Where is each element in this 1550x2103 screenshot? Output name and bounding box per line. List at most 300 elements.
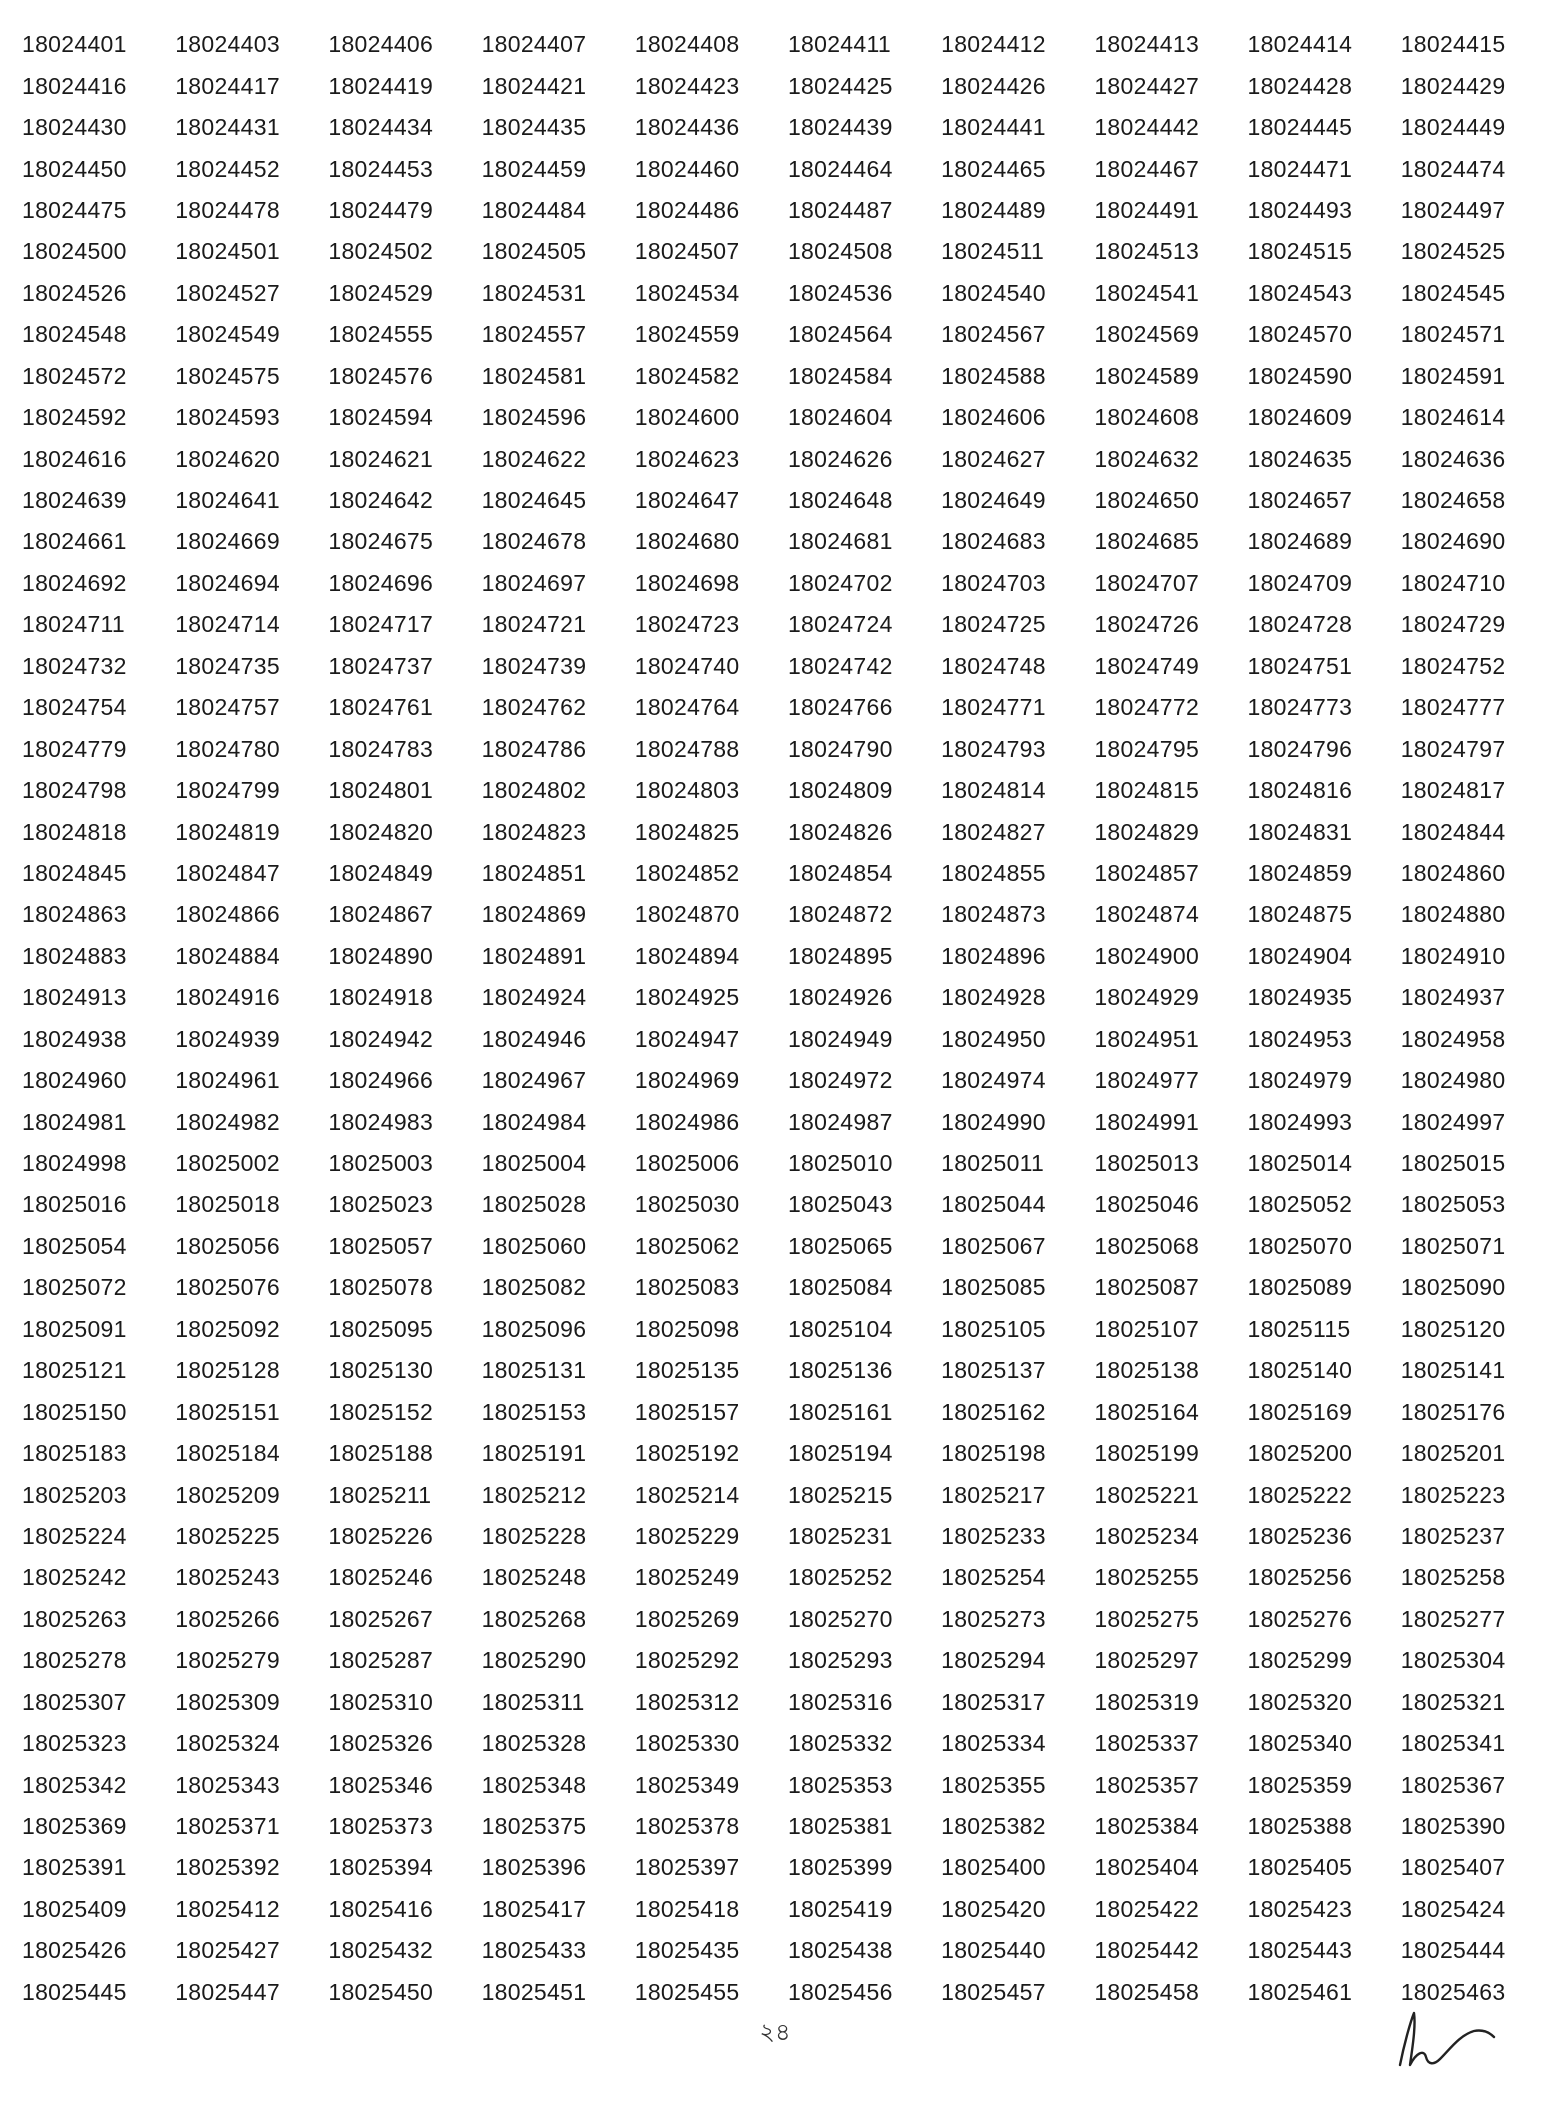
roll-number: 18024658 [1400, 487, 1506, 514]
roll-number: 18024657 [1247, 487, 1353, 514]
roll-number: 18024729 [1400, 611, 1506, 638]
roll-number: 18024709 [1247, 569, 1353, 596]
roll-number: 18025161 [787, 1398, 893, 1425]
roll-number: 18025222 [1247, 1481, 1353, 1508]
roll-number: 18024749 [1094, 652, 1200, 679]
roll-number: 18024642 [328, 487, 434, 514]
roll-number: 18024938 [22, 1025, 127, 1052]
roll-number: 18024527 [175, 279, 280, 306]
roll-number: 18024779 [22, 735, 127, 762]
number-row [22, 1972, 1532, 2013]
roll-number: 18024487 [787, 196, 893, 223]
roll-number: 18024721 [481, 611, 587, 638]
roll-number: 18025194 [787, 1440, 893, 1467]
number-row [22, 1309, 1532, 1350]
roll-number: 18025226 [328, 1522, 434, 1549]
roll-number: 18025307 [22, 1688, 127, 1715]
roll-number: 18024981 [22, 1108, 127, 1135]
roll-number: 18025359 [1247, 1771, 1353, 1798]
roll-number: 18024896 [941, 942, 1046, 969]
roll-number: 18024827 [941, 818, 1046, 845]
roll-number: 18024411 [787, 31, 891, 58]
roll-number: 18024511 [941, 238, 1045, 265]
roll-number: 18024649 [941, 487, 1046, 514]
roll-number: 18025418 [634, 1895, 740, 1922]
roll-number: 18024880 [1400, 901, 1506, 928]
roll-number: 18024680 [634, 528, 740, 555]
roll-number: 18025355 [941, 1771, 1046, 1798]
roll-number: 18025310 [328, 1688, 434, 1715]
roll-number: 18024796 [1247, 735, 1353, 762]
number-row [22, 521, 1532, 562]
roll-number: 18025367 [1400, 1771, 1506, 1798]
roll-number: 18025457 [941, 1978, 1046, 2005]
roll-number: 18025320 [1247, 1688, 1353, 1715]
roll-number: 18025337 [1094, 1730, 1200, 1757]
number-row [22, 1060, 1532, 1101]
roll-number: 18024793 [941, 735, 1046, 762]
roll-number: 18024531 [481, 279, 587, 306]
roll-number: 18024425 [787, 72, 893, 99]
roll-number: 18024426 [941, 72, 1046, 99]
roll-number: 18025268 [481, 1605, 587, 1632]
roll-number: 18024859 [1247, 859, 1353, 886]
roll-number: 18024412 [941, 31, 1046, 58]
roll-number: 18024421 [481, 72, 587, 99]
roll-number: 18025152 [328, 1398, 434, 1425]
roll-number: 18025309 [175, 1688, 280, 1715]
roll-number: 18025010 [787, 1150, 893, 1177]
roll-number: 18024969 [634, 1067, 740, 1094]
roll-number: 18025390 [1400, 1813, 1506, 1840]
roll-number: 18024478 [175, 196, 280, 223]
roll-number: 18025267 [328, 1605, 434, 1632]
roll-number: 18024406 [328, 31, 434, 58]
roll-number: 18024616 [22, 445, 127, 472]
roll-number: 18025277 [1400, 1605, 1506, 1632]
roll-number: 18025349 [634, 1771, 740, 1798]
roll-number: 18025068 [1094, 1232, 1200, 1259]
roll-number: 18024545 [1400, 279, 1506, 306]
roll-number: 18024935 [1247, 984, 1353, 1011]
roll-number: 18024540 [941, 279, 1046, 306]
roll-number: 18025417 [481, 1895, 587, 1922]
roll-number: 18025192 [634, 1440, 740, 1467]
roll-number: 18024501 [175, 238, 280, 265]
roll-number: 18025419 [787, 1895, 893, 1922]
roll-number: 18025076 [175, 1274, 280, 1301]
roll-number: 18024678 [481, 528, 587, 555]
number-row [22, 853, 1532, 894]
roll-number: 18025357 [1094, 1771, 1200, 1798]
roll-number: 18024571 [1400, 321, 1506, 348]
number-row [22, 728, 1532, 769]
roll-number: 18025223 [1400, 1481, 1506, 1508]
page-number: ২৪ [759, 2019, 791, 2046]
roll-number: 18024823 [481, 818, 587, 845]
roll-number: 18025369 [22, 1813, 127, 1840]
number-row [22, 1930, 1532, 1971]
roll-number: 18025400 [941, 1854, 1046, 1881]
roll-number: 18025199 [1094, 1440, 1200, 1467]
roll-number: 18024891 [481, 942, 587, 969]
roll-number: 18024529 [328, 279, 434, 306]
roll-number: 18024698 [634, 569, 740, 596]
roll-number: 18024507 [634, 238, 740, 265]
number-row [22, 1847, 1532, 1888]
roll-number: 18024591 [1400, 362, 1506, 389]
roll-number: 18024788 [634, 735, 740, 762]
number-row [22, 1516, 1532, 1557]
roll-number: 18024555 [328, 321, 434, 348]
roll-number: 18025221 [1094, 1481, 1200, 1508]
roll-number: 18024798 [22, 777, 127, 804]
roll-number: 18024572 [22, 362, 127, 389]
roll-number: 18025258 [1400, 1564, 1506, 1591]
roll-number: 18024870 [634, 901, 740, 928]
roll-number: 18025256 [1247, 1564, 1353, 1591]
roll-number: 18025375 [481, 1813, 587, 1840]
roll-number: 18024740 [634, 652, 740, 679]
roll-number: 18025294 [941, 1647, 1046, 1674]
roll-number: 18025321 [1400, 1688, 1506, 1715]
roll-number: 18024960 [22, 1067, 127, 1094]
roll-number: 18024928 [941, 984, 1046, 1011]
roll-number: 18024751 [1247, 652, 1353, 679]
roll-number: 18024717 [328, 611, 434, 638]
roll-number: 18025348 [481, 1771, 587, 1798]
number-row [22, 1474, 1532, 1515]
roll-number: 18024925 [634, 984, 740, 1011]
roll-number: 18025023 [328, 1191, 434, 1218]
number-row [22, 438, 1532, 479]
roll-number: 18025078 [328, 1274, 434, 1301]
roll-number: 18024890 [328, 942, 434, 969]
roll-number: 18025105 [941, 1315, 1046, 1342]
roll-number: 18024752 [1400, 652, 1506, 679]
roll-number: 18024913 [22, 984, 127, 1011]
roll-number: 18024951 [1094, 1025, 1200, 1052]
number-row [22, 480, 1532, 521]
roll-number: 18024435 [481, 114, 587, 141]
roll-number: 18024737 [328, 652, 434, 679]
roll-number: 18025003 [328, 1150, 434, 1177]
roll-number: 18024773 [1247, 694, 1353, 721]
roll-number: 18025082 [481, 1274, 587, 1301]
roll-number: 18024950 [941, 1025, 1046, 1052]
roll-number: 18024697 [481, 569, 587, 596]
roll-number: 18025299 [1247, 1647, 1353, 1674]
roll-number: 18024632 [1094, 445, 1200, 472]
roll-number: 18025433 [481, 1937, 587, 1964]
roll-number: 18025463 [1400, 1978, 1506, 2005]
roll-number: 18024875 [1247, 901, 1353, 928]
roll-number: 18025420 [941, 1895, 1046, 1922]
roll-number: 18024801 [328, 777, 434, 804]
roll-number: 18025330 [634, 1730, 740, 1757]
roll-number: 18025391 [22, 1854, 127, 1881]
roll-number: 18024648 [787, 487, 893, 514]
roll-number: 18025290 [481, 1647, 587, 1674]
roll-number: 18025451 [481, 1978, 587, 2005]
roll-number: 18024993 [1247, 1108, 1353, 1135]
roll-number: 18024872 [787, 901, 893, 928]
roll-number: 18024703 [941, 569, 1046, 596]
roll-number: 18024797 [1400, 735, 1506, 762]
roll-number: 18024771 [941, 694, 1046, 721]
roll-number: 18024621 [328, 445, 434, 472]
roll-number: 18025279 [175, 1647, 280, 1674]
roll-number: 18024735 [175, 652, 280, 679]
roll-number: 18024967 [481, 1067, 587, 1094]
number-row [22, 770, 1532, 811]
roll-number: 18024929 [1094, 984, 1200, 1011]
roll-number: 18024974 [941, 1067, 1046, 1094]
roll-number: 18025120 [1400, 1315, 1506, 1342]
roll-number: 18025014 [1247, 1150, 1353, 1177]
roll-number: 18025297 [1094, 1647, 1200, 1674]
roll-number: 18024742 [787, 652, 893, 679]
roll-number: 18024977 [1094, 1067, 1200, 1094]
roll-number: 18025153 [481, 1398, 587, 1425]
roll-number: 18025095 [328, 1315, 434, 1342]
roll-number: 18024641 [175, 487, 280, 514]
roll-number: 18024958 [1400, 1025, 1506, 1052]
roll-number: 18025157 [634, 1398, 740, 1425]
roll-number: 18025324 [175, 1730, 280, 1757]
roll-number: 18024614 [1400, 404, 1506, 431]
roll-number: 18024427 [1094, 72, 1200, 99]
roll-number: 18025445 [22, 1978, 127, 2005]
roll-number: 18024711 [22, 611, 126, 638]
roll-number: 18025229 [634, 1522, 740, 1549]
roll-number: 18024497 [1400, 196, 1506, 223]
roll-number: 18025188 [328, 1440, 434, 1467]
roll-number: 18024452 [175, 155, 280, 182]
roll-number: 18024918 [328, 984, 434, 1011]
roll-number: 18024900 [1094, 942, 1200, 969]
roll-number: 18025070 [1247, 1232, 1353, 1259]
roll-number: 18025016 [22, 1191, 127, 1218]
roll-number: 18024416 [22, 72, 127, 99]
roll-number: 18025346 [328, 1771, 434, 1798]
roll-number: 18024757 [175, 694, 280, 721]
roll-number: 18025234 [1094, 1522, 1200, 1549]
number-row [22, 1682, 1532, 1723]
roll-number: 18025397 [634, 1854, 740, 1881]
number-row [22, 936, 1532, 977]
roll-number: 18024592 [22, 404, 127, 431]
roll-number: 18025015 [1400, 1150, 1506, 1177]
roll-number: 18025131 [481, 1357, 587, 1384]
roll-number: 18024505 [481, 238, 587, 265]
roll-number: 18024831 [1247, 818, 1353, 845]
roll-number-grid [22, 24, 1532, 2013]
roll-number: 18024689 [1247, 528, 1353, 555]
roll-number: 18024645 [481, 487, 587, 514]
roll-number: 18024500 [22, 238, 127, 265]
roll-number: 18025089 [1247, 1274, 1353, 1301]
roll-number: 18025135 [634, 1357, 740, 1384]
roll-number: 18025343 [175, 1771, 280, 1798]
roll-number: 18025162 [941, 1398, 1046, 1425]
roll-number: 18024939 [175, 1025, 280, 1052]
roll-number: 18024609 [1247, 404, 1353, 431]
roll-number: 18024983 [328, 1108, 434, 1135]
roll-number: 18024916 [175, 984, 280, 1011]
roll-number: 18024894 [634, 942, 740, 969]
roll-number: 18024723 [634, 611, 740, 638]
roll-number: 18024819 [175, 818, 280, 845]
roll-number: 18025269 [634, 1605, 740, 1632]
roll-number: 18025104 [787, 1315, 893, 1342]
roll-number: 18024748 [941, 652, 1046, 679]
number-row [22, 1226, 1532, 1267]
roll-number: 18024857 [1094, 859, 1200, 886]
roll-number: 18024548 [22, 321, 127, 348]
roll-number: 18024413 [1094, 31, 1200, 58]
roll-number: 18024675 [328, 528, 434, 555]
roll-number: 18025263 [22, 1605, 127, 1632]
roll-number: 18025409 [22, 1895, 127, 1922]
roll-number: 18024445 [1247, 114, 1353, 141]
roll-number: 18025236 [1247, 1522, 1353, 1549]
roll-number: 18024761 [328, 694, 434, 721]
roll-number: 18025098 [634, 1315, 740, 1342]
roll-number: 18024845 [22, 859, 127, 886]
roll-number: 18024829 [1094, 818, 1200, 845]
roll-number: 18024475 [22, 196, 127, 223]
roll-number: 18025378 [634, 1813, 740, 1840]
roll-number: 18025200 [1247, 1440, 1353, 1467]
roll-number: 18024622 [481, 445, 587, 472]
roll-number: 18025328 [481, 1730, 587, 1757]
roll-number: 18025052 [1247, 1191, 1353, 1218]
roll-number: 18024961 [175, 1067, 280, 1094]
roll-number: 18024635 [1247, 445, 1353, 472]
number-row [22, 1723, 1532, 1764]
roll-number: 18024442 [1094, 114, 1200, 141]
roll-number: 18024924 [481, 984, 587, 1011]
roll-number: 18024623 [634, 445, 740, 472]
roll-number: 18024436 [634, 114, 740, 141]
roll-number: 18025443 [1247, 1937, 1353, 1964]
roll-number: 18024486 [634, 196, 740, 223]
roll-number: 18024401 [22, 31, 127, 58]
roll-number: 18025107 [1094, 1315, 1200, 1342]
roll-number: 18025121 [22, 1357, 127, 1384]
roll-number: 18024474 [1400, 155, 1506, 182]
number-row [22, 1599, 1532, 1640]
roll-number: 18025450 [328, 1978, 434, 2005]
roll-number: 18024582 [634, 362, 740, 389]
roll-number: 18025334 [941, 1730, 1046, 1757]
roll-number: 18025278 [22, 1647, 127, 1674]
roll-number: 18024589 [1094, 362, 1200, 389]
roll-number: 18024707 [1094, 569, 1200, 596]
roll-number: 18025255 [1094, 1564, 1200, 1591]
roll-number: 18025276 [1247, 1605, 1353, 1632]
roll-number: 18025011 [941, 1150, 1045, 1177]
roll-number: 18024780 [175, 735, 280, 762]
roll-number: 18025326 [328, 1730, 434, 1757]
roll-number: 18024710 [1400, 569, 1506, 596]
roll-number: 18025396 [481, 1854, 587, 1881]
roll-number: 18025438 [787, 1937, 893, 1964]
roll-number: 18024725 [941, 611, 1046, 638]
roll-number: 18025046 [1094, 1191, 1200, 1218]
roll-number: 18024489 [941, 196, 1046, 223]
roll-number: 18025242 [22, 1564, 127, 1591]
roll-number: 18024869 [481, 901, 587, 928]
roll-number: 18025432 [328, 1937, 434, 1964]
number-row [22, 356, 1532, 397]
roll-number: 18025028 [481, 1191, 587, 1218]
roll-number: 18025440 [941, 1937, 1046, 1964]
number-row [22, 107, 1532, 148]
number-row [22, 687, 1532, 728]
roll-number: 18024439 [787, 114, 893, 141]
number-row [22, 646, 1532, 687]
roll-number: 18024661 [22, 528, 127, 555]
roll-number: 18025191 [481, 1440, 587, 1467]
roll-number: 18025382 [941, 1813, 1046, 1840]
roll-number: 18025130 [328, 1357, 434, 1384]
roll-number: 18024685 [1094, 528, 1200, 555]
roll-number: 18024984 [481, 1108, 587, 1135]
roll-number: 18025228 [481, 1522, 587, 1549]
roll-number: 18025201 [1400, 1440, 1506, 1467]
roll-number: 18025422 [1094, 1895, 1200, 1922]
roll-number: 18024453 [328, 155, 434, 182]
roll-number: 18024949 [787, 1025, 893, 1052]
roll-number: 18024441 [941, 114, 1046, 141]
roll-number: 18025030 [634, 1191, 740, 1218]
roll-number: 18024557 [481, 321, 587, 348]
roll-number: 18024790 [787, 735, 893, 762]
roll-number: 18024403 [175, 31, 280, 58]
roll-number: 18024536 [787, 279, 893, 306]
number-row [22, 811, 1532, 852]
roll-number: 18024754 [22, 694, 127, 721]
roll-number: 18025249 [634, 1564, 740, 1591]
roll-number: 18025319 [1094, 1688, 1200, 1715]
roll-number: 18024937 [1400, 984, 1506, 1011]
roll-number: 18024873 [941, 901, 1046, 928]
roll-number: 18024802 [481, 777, 587, 804]
roll-number: 18024979 [1247, 1067, 1353, 1094]
roll-number: 18025060 [481, 1232, 587, 1259]
roll-number: 18024600 [634, 404, 740, 431]
number-row [22, 563, 1532, 604]
roll-number: 18024429 [1400, 72, 1506, 99]
roll-number: 18025092 [175, 1315, 280, 1342]
roll-number: 18024508 [787, 238, 893, 265]
roll-number: 18025084 [787, 1274, 893, 1301]
roll-number: 18024980 [1400, 1067, 1506, 1094]
number-row [22, 273, 1532, 314]
roll-number: 18024636 [1400, 445, 1506, 472]
roll-number: 18024588 [941, 362, 1046, 389]
roll-number: 18025067 [941, 1232, 1046, 1259]
roll-number: 18025169 [1247, 1398, 1353, 1425]
roll-number: 18025071 [1400, 1232, 1506, 1259]
roll-number: 18025083 [634, 1274, 740, 1301]
roll-number: 18024593 [175, 404, 280, 431]
roll-number: 18025287 [328, 1647, 434, 1674]
roll-number: 18024570 [1247, 321, 1353, 348]
roll-number: 18024515 [1247, 238, 1353, 265]
